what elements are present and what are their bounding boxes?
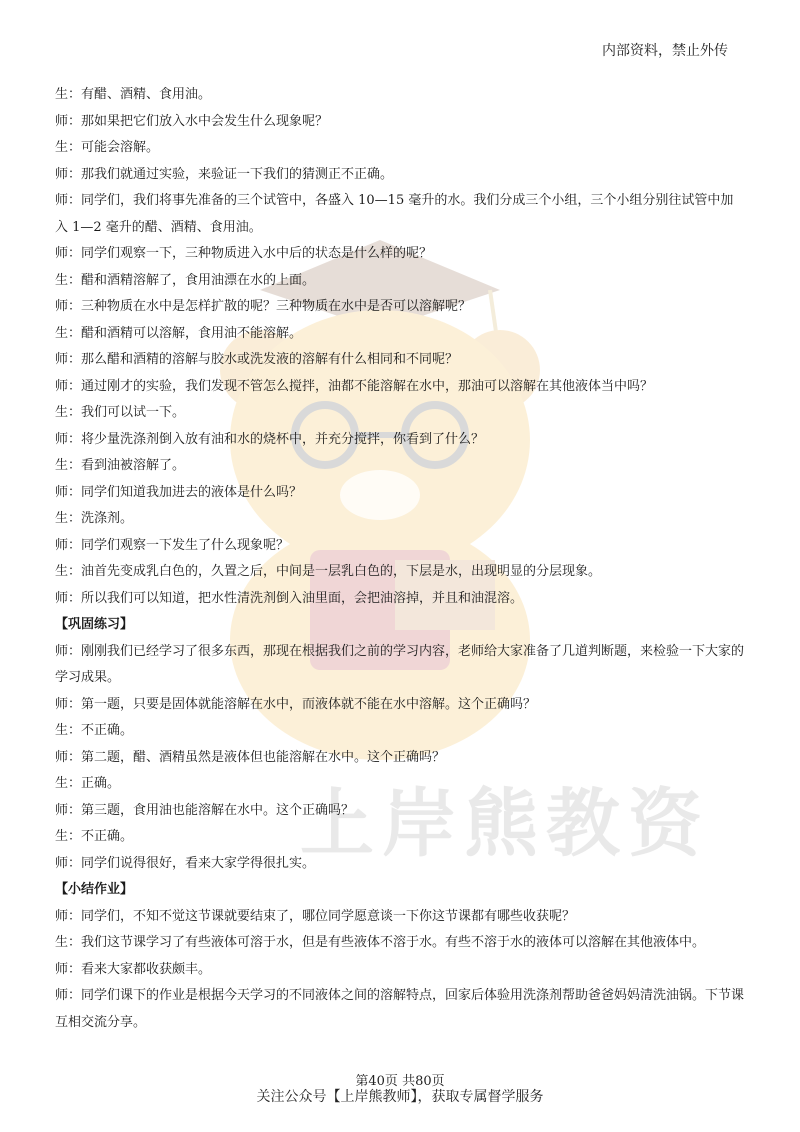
dialogue-line: 生：可能会溶解。 (55, 140, 160, 155)
dialogue-line: 生：我们可以试一下。 (55, 405, 186, 420)
dialogue-line: 生：油首先变成乳白色的，久置之后，中间是一层乳白色的，下层是水，出现明显的分层现象。 (55, 564, 602, 579)
dialogue-line: 生：醋和酒精可以溶解，食用油不能溶解。 (55, 325, 303, 341)
dialogue-line: 师：同学们，我们将事先准备的三个试管中，各盛入 10—15 毫升的水。我们分成三个小组，三个小组分别往试管中加入 1—2 毫升的醋、酒精、食用油。 (55, 193, 734, 235)
dialogue-line: 师：第二题，醋、酒精虽然是液体但也能溶解在水中。这个正确吗？ (55, 749, 446, 765)
dialogue-line: 师：通过刚才的实验，我们发现不管怎么搅拌，油都不能溶解在水中，那油可以溶解在其他液体当中吗？ (55, 378, 654, 394)
dialogue-line: 师：三种物质在水中是怎样扩散的呢？三种物质在水中是否可以溶解呢？ (55, 299, 472, 314)
dialogue-line: 师：同学们说得很好，看来大家学得很扎实。 (55, 855, 316, 871)
dialogue-line: 生：正确。 (55, 776, 121, 791)
dialogue-line: 生：醋和酒精溶解了，食用油漂在水的上面。 (55, 272, 316, 288)
dialogue-line: 生：看到油被溶解了。 (55, 458, 186, 473)
dialogue-line: 师：第一题，只要是固体就能溶解在水中，而液体就不能在水中溶解。这个正确吗？ (55, 696, 537, 712)
page-number: 第40页 共80页 (355, 1074, 445, 1089)
dialogue-line: 师：同学们课下的作业是根据今天学习的不同液体之间的溶解特点，回家后体验用洗涤剂帮助爸爸妈妈清洗油锅。下节课互相交流分享。 (55, 988, 745, 1030)
dialogue-line: 师：同学们，不知不觉这节课就要结束了，哪位同学愿意谈一下你这节课都有哪些收获呢？ (55, 908, 576, 924)
dialogue-line: 生：不正确。 (55, 829, 134, 844)
dialogue-line: 师：那如果把它们放入水中会发生什么现象呢？ (55, 113, 329, 129)
lesson-transcript (55, 82, 745, 1036)
dialogue-line: 师：那我们就通过实验，来验证一下我们的猜测正不正确。 (55, 166, 394, 182)
brand-watermark: 上岸熊教资 (300, 781, 710, 867)
section-heading: 【小结作业】 (55, 882, 134, 897)
dialogue-line: 师：同学们观察一下发生了什么现象呢？ (55, 537, 290, 553)
confidential-note: 内部资料，禁止外传 (602, 43, 728, 59)
promo-text: 关注公众号【上岸熊教师】，获取专属督学服务 (256, 1089, 544, 1105)
dialogue-line: 生：我们这节课学习了有些液体可溶于水，但是有些液体不溶于水。有些不溶于水的液体可以溶解在其他液体中。 (55, 935, 706, 950)
dialogue-line: 生：不正确。 (55, 723, 134, 738)
dialogue-line: 师：所以我们可以知道，把水性清洗剂倒入油里面，会把油溶掉，并且和油混溶。 (55, 590, 524, 606)
dialogue-line: 师：第三题，食用油也能溶解在水中。这个正确吗？ (55, 802, 355, 818)
dialogue-line: 师：同学们观察一下，三种物质进入水中后的状态是什么样的呢？ (55, 246, 433, 261)
dialogue-line: 师：同学们知道我加进去的液体是什么吗？ (55, 484, 303, 500)
dialogue-line: 生：洗涤剂。 (55, 511, 134, 526)
dialogue-line: 师：刚刚我们已经学习了很多东西，那现在根据我们之前的学习内容，老师给大家准备了几道判断题，来检验一下大家的学习成果。 (55, 643, 745, 685)
dialogue-line: 生：有醋、酒精、食用油。 (55, 87, 212, 102)
dialogue-line: 师：看来大家都收获颇丰。 (55, 961, 212, 977)
section-heading: 【巩固练习】 (55, 617, 134, 632)
dialogue-line: 师：那么醋和酒精的溶解与胶水或洗发液的溶解有什么相同和不同呢？ (55, 352, 459, 367)
dialogue-line: 师：将少量洗涤剂倒入放有油和水的烧杯中，并充分搅拌，你看到了什么？ (55, 431, 485, 447)
